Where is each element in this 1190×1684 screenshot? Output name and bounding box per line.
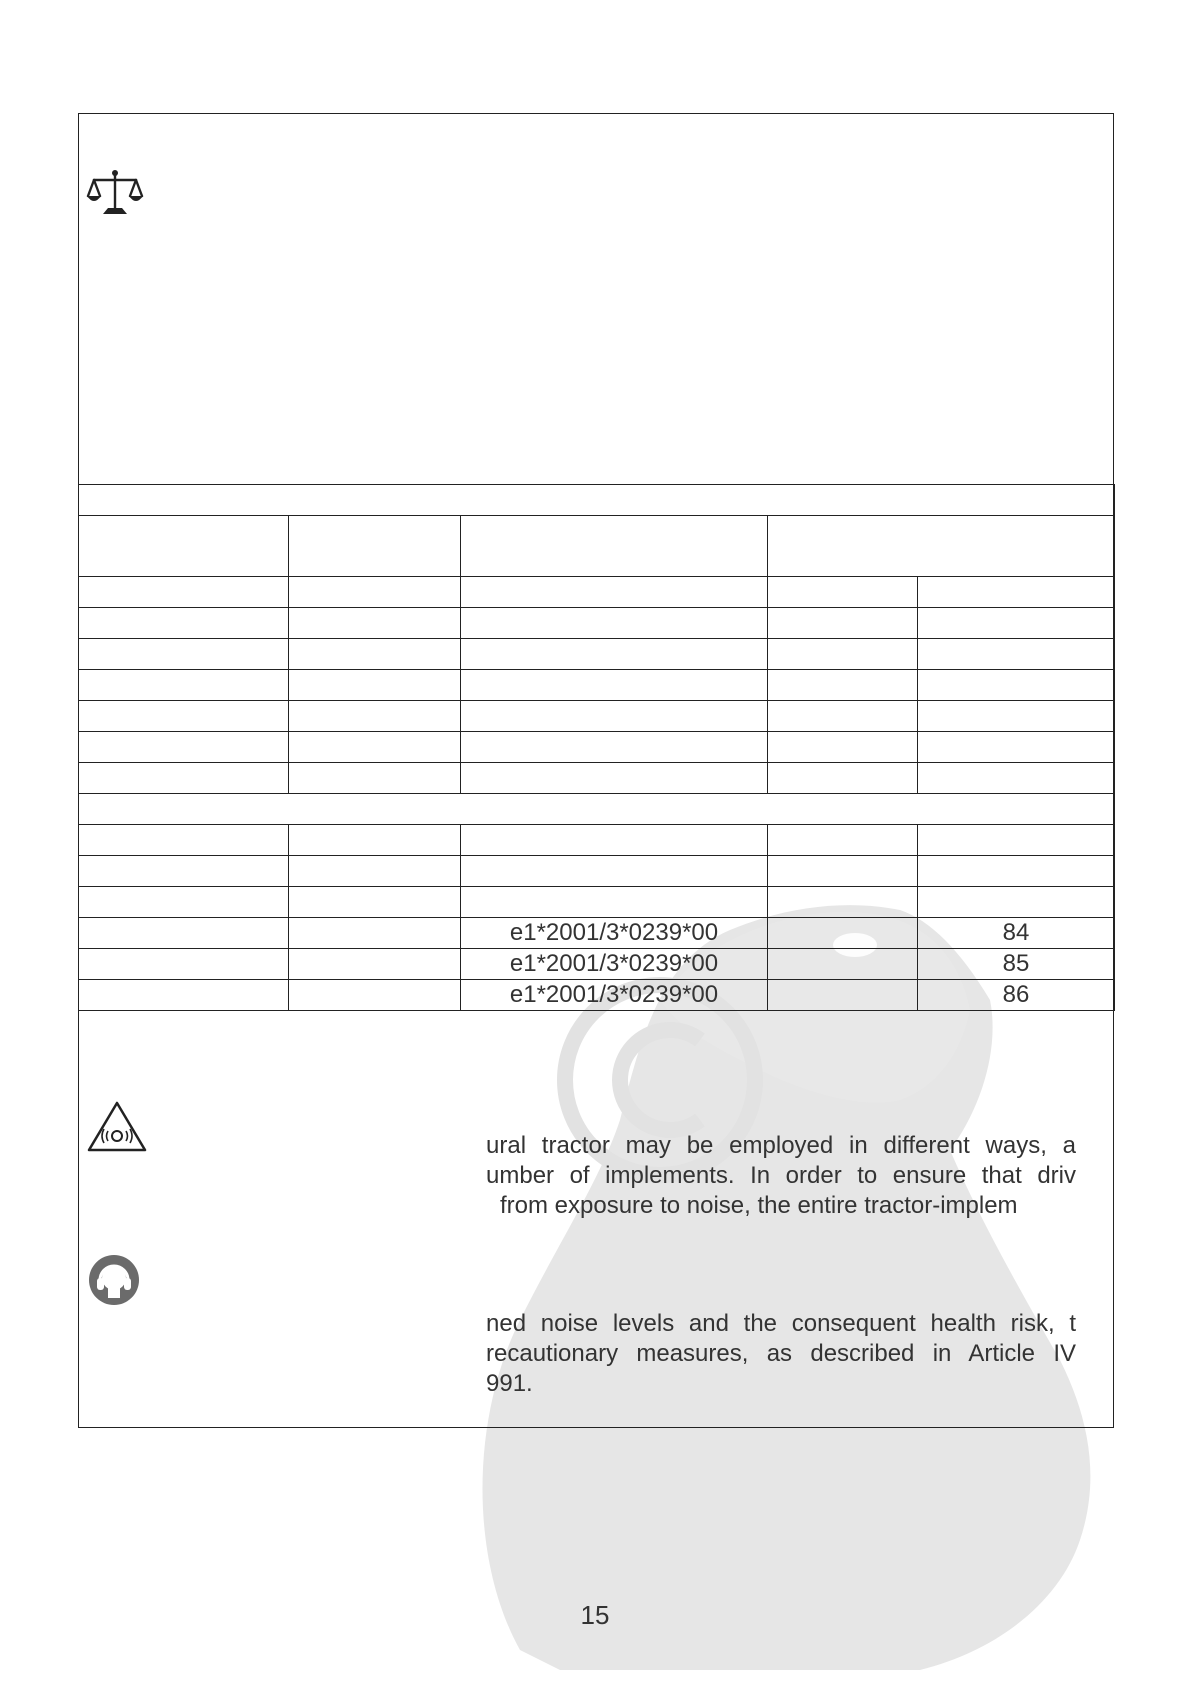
- table-cell: [289, 732, 461, 763]
- noise-value-cell: [918, 887, 1115, 918]
- noise-value-cell: [918, 577, 1115, 608]
- scale-icon: [86, 168, 144, 216]
- noise-value-cell: [918, 763, 1115, 794]
- table-cell: [768, 887, 918, 918]
- approval-number-cell: e1*2001/3*0239*00: [461, 949, 768, 980]
- noise-paragraph-line: from exposure to noise, the entire tractor-implem: [500, 1192, 1018, 1219]
- table-cell: [289, 577, 461, 608]
- table-row: [79, 608, 1115, 639]
- table-row: [79, 577, 1115, 608]
- approval-number-cell: e1*2001/3*0239*00: [461, 980, 768, 1011]
- table-cell: [79, 980, 289, 1011]
- table-cell: [289, 980, 461, 1011]
- table-cell: [79, 887, 289, 918]
- table-cell: [289, 856, 461, 887]
- noise-value-cell: 85: [918, 949, 1115, 980]
- table-row: [79, 918, 1115, 949]
- table-cell: [289, 918, 461, 949]
- approval-number-cell: [461, 639, 768, 670]
- noise-level-table: [78, 484, 1115, 1011]
- table-cell: [289, 639, 461, 670]
- table-cell: [768, 732, 918, 763]
- page-number: 15: [580, 1600, 610, 1630]
- approval-number-cell: [461, 577, 768, 608]
- table-cell: [79, 608, 289, 639]
- table-cell: [289, 763, 461, 794]
- table-header-cell: [461, 516, 768, 577]
- table-row: [79, 763, 1115, 794]
- table-row: [79, 639, 1115, 670]
- table-cell: [768, 918, 918, 949]
- table-cell: [289, 608, 461, 639]
- ear-protection-icon: [88, 1254, 140, 1306]
- table-cell: [79, 918, 289, 949]
- table-row: [79, 701, 1115, 732]
- table-cell: [289, 701, 461, 732]
- table-cell: [289, 670, 461, 701]
- noise-paragraph-line: umber of implements. In order to ensure that driv: [486, 1162, 1076, 1189]
- noise-warning-icon: [86, 1100, 148, 1154]
- table-cell: [768, 825, 918, 856]
- noise-value-cell: 84: [918, 918, 1115, 949]
- noise-value-cell: [918, 670, 1115, 701]
- protection-paragraph-line: ned noise levels and the consequent health risk, t: [486, 1310, 1076, 1337]
- table-cell: [79, 577, 289, 608]
- table-cell: [768, 608, 918, 639]
- table-cell: [289, 887, 461, 918]
- noise-value-cell: [918, 732, 1115, 763]
- table-cell: [79, 763, 289, 794]
- table-cell: [768, 763, 918, 794]
- table-row: [79, 887, 1115, 918]
- noise-value-cell: [918, 856, 1115, 887]
- table-cell: [768, 980, 918, 1011]
- table-cell: [768, 639, 918, 670]
- table-cell: [768, 949, 918, 980]
- table-row: [79, 732, 1115, 763]
- approval-number-cell: [461, 701, 768, 732]
- protection-paragraph-line: recautionary measures, as described in Article IV: [486, 1340, 1076, 1367]
- table-row: [79, 794, 1115, 825]
- table-cell: [79, 639, 289, 670]
- table-cell: [768, 670, 918, 701]
- table-cell: [768, 856, 918, 887]
- table-section-cell: [79, 794, 1115, 825]
- table-cell: [79, 856, 289, 887]
- noise-paragraph-line: ural tractor may be employed in different ways, a: [486, 1132, 1076, 1159]
- approval-number-cell: e1*2001/3*0239*00: [461, 918, 768, 949]
- noise-value-cell: [918, 639, 1115, 670]
- table-row: [79, 516, 1115, 577]
- table-row: [79, 980, 1115, 1011]
- approval-number-cell: [461, 670, 768, 701]
- noise-value-cell: [918, 825, 1115, 856]
- table-cell: [79, 701, 289, 732]
- table-cell: [79, 732, 289, 763]
- approval-number-cell: [461, 825, 768, 856]
- table-header-cell: [79, 516, 289, 577]
- table-cell: [289, 949, 461, 980]
- protection-paragraph-line: 991.: [486, 1370, 533, 1397]
- table-row: [79, 485, 1115, 516]
- approval-number-cell: [461, 732, 768, 763]
- table-title-cell: [79, 485, 1115, 516]
- approval-number-cell: [461, 887, 768, 918]
- table-cell: [289, 825, 461, 856]
- table-header-cell: [768, 516, 1115, 577]
- noise-value-cell: 86: [918, 980, 1115, 1011]
- approval-number-cell: [461, 856, 768, 887]
- noise-exposure-paragraph: [486, 1131, 1076, 1221]
- table-cell: [768, 577, 918, 608]
- table-cell: [768, 701, 918, 732]
- noise-value-cell: [918, 701, 1115, 732]
- noise-value-cell: [918, 608, 1115, 639]
- table-row: [79, 949, 1115, 980]
- table-row: [79, 670, 1115, 701]
- table-header-cell: [289, 516, 461, 577]
- table-row: [79, 856, 1115, 887]
- approval-number-cell: [461, 608, 768, 639]
- approval-number-cell: [461, 763, 768, 794]
- table-cell: [79, 670, 289, 701]
- table-cell: [79, 949, 289, 980]
- table-cell: [79, 825, 289, 856]
- protection-paragraph: [486, 1309, 1076, 1399]
- table-row: [79, 825, 1115, 856]
